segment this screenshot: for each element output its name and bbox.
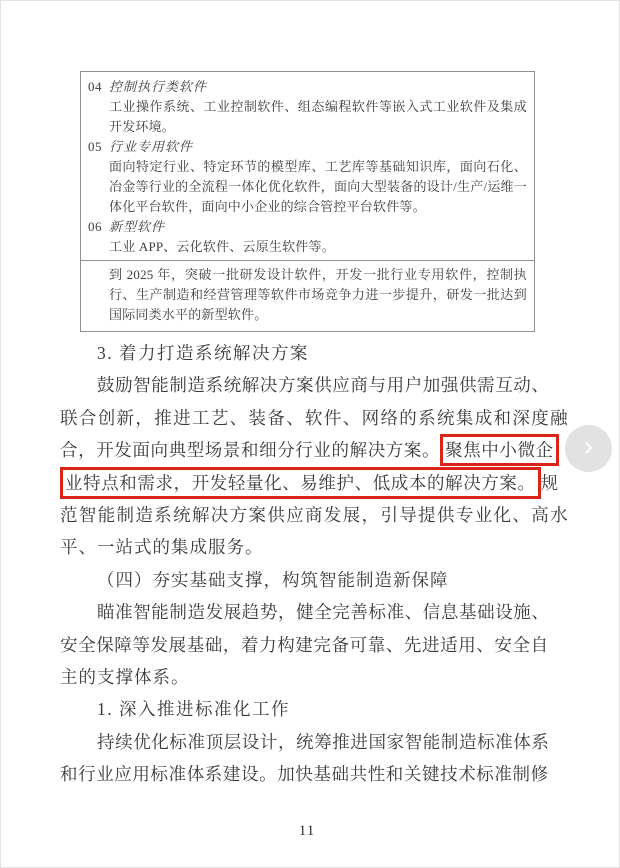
body-line-text: 合，开发面向典型场景和细分行业的解决方案。 [60,440,441,461]
body-line [60,434,552,466]
body-line: 平、一站式的集成服务。 [60,537,264,558]
body-line: 鼓励智能制造系统解决方案供应商与用户加强供需互动、 [97,375,550,396]
row-number: 04 [88,79,102,94]
highlight-box: 业特点和需求，开发轻量化、易维护、低成本的解决方案。 [60,467,541,499]
body-line: 范智能制造系统解决方案供应商发展，引导提供专业化、高水 [60,504,569,525]
section-heading: 1. 深入推进标准化工作 [97,699,290,720]
row-title: 行业专用软件 [109,139,194,154]
chevron-right-icon: › [584,431,593,461]
row-title: 控制执行类软件 [109,79,208,94]
body-line-text: 规 [540,472,560,493]
table-summary-row: 到 2025 年，突破一批研发设计软件，开发一批行业专用软件，控制执行、生产制造和经营管理等软件市场竞争力进一步提升，研发一批达到国际同类水平的新型软件。 [81,260,534,331]
body-text [60,337,569,790]
page-number: 11 [298,823,316,839]
highlight-box: 聚焦中小微企 [440,434,559,466]
row-number: 05 [88,139,102,154]
row-title: 新型软件 [109,219,166,234]
body-line: 和行业应用标准体系建设。加快基础共性和关键技术标准制修 [60,764,549,785]
section-heading: （四）夯实基础支撑，构筑智能制造新保障 [97,569,449,590]
row-description: 面向特定行业、特定环节的模型库、工艺库等基础知识库，面向石化、冶金等行业的全流程一体化优化软件，面向大型装备的设计/生产/运维一体化平台软件，面向中小企业的综合管控平台软件等。 [109,159,527,214]
table-entries-section [81,72,534,260]
row-description: 工业操作系统、工业控制软件、组态编程软件等嵌入式工业软件及集成开发环境。 [109,99,527,134]
body-line: 持续优化标准顶层设计，统筹推进国家智能制造标准体系 [97,731,550,752]
body-line: 联合创新，推进工艺、装备、软件、网络的系统集成和深度融 [60,407,569,428]
section-heading: 3. 着力打造系统解决方案 [97,343,309,363]
row-description: 工业 APP、云化软件、云原生软件等。 [109,239,335,254]
body-line: 瞄准智能制造发展趋势，健全完善标准、信息基础设施、 [97,602,550,623]
body-line: 安全保障等发展基础，着力构建完备可靠、先进适用、安全自 [60,634,549,655]
row-number: 06 [88,219,102,234]
next-page-button[interactable] [565,425,612,472]
body-line [60,467,560,499]
table-row [88,77,527,137]
software-categories-table [80,71,535,332]
table-row [88,137,527,217]
table-row [88,217,527,257]
body-line: 主的支撑体系。 [60,666,190,687]
